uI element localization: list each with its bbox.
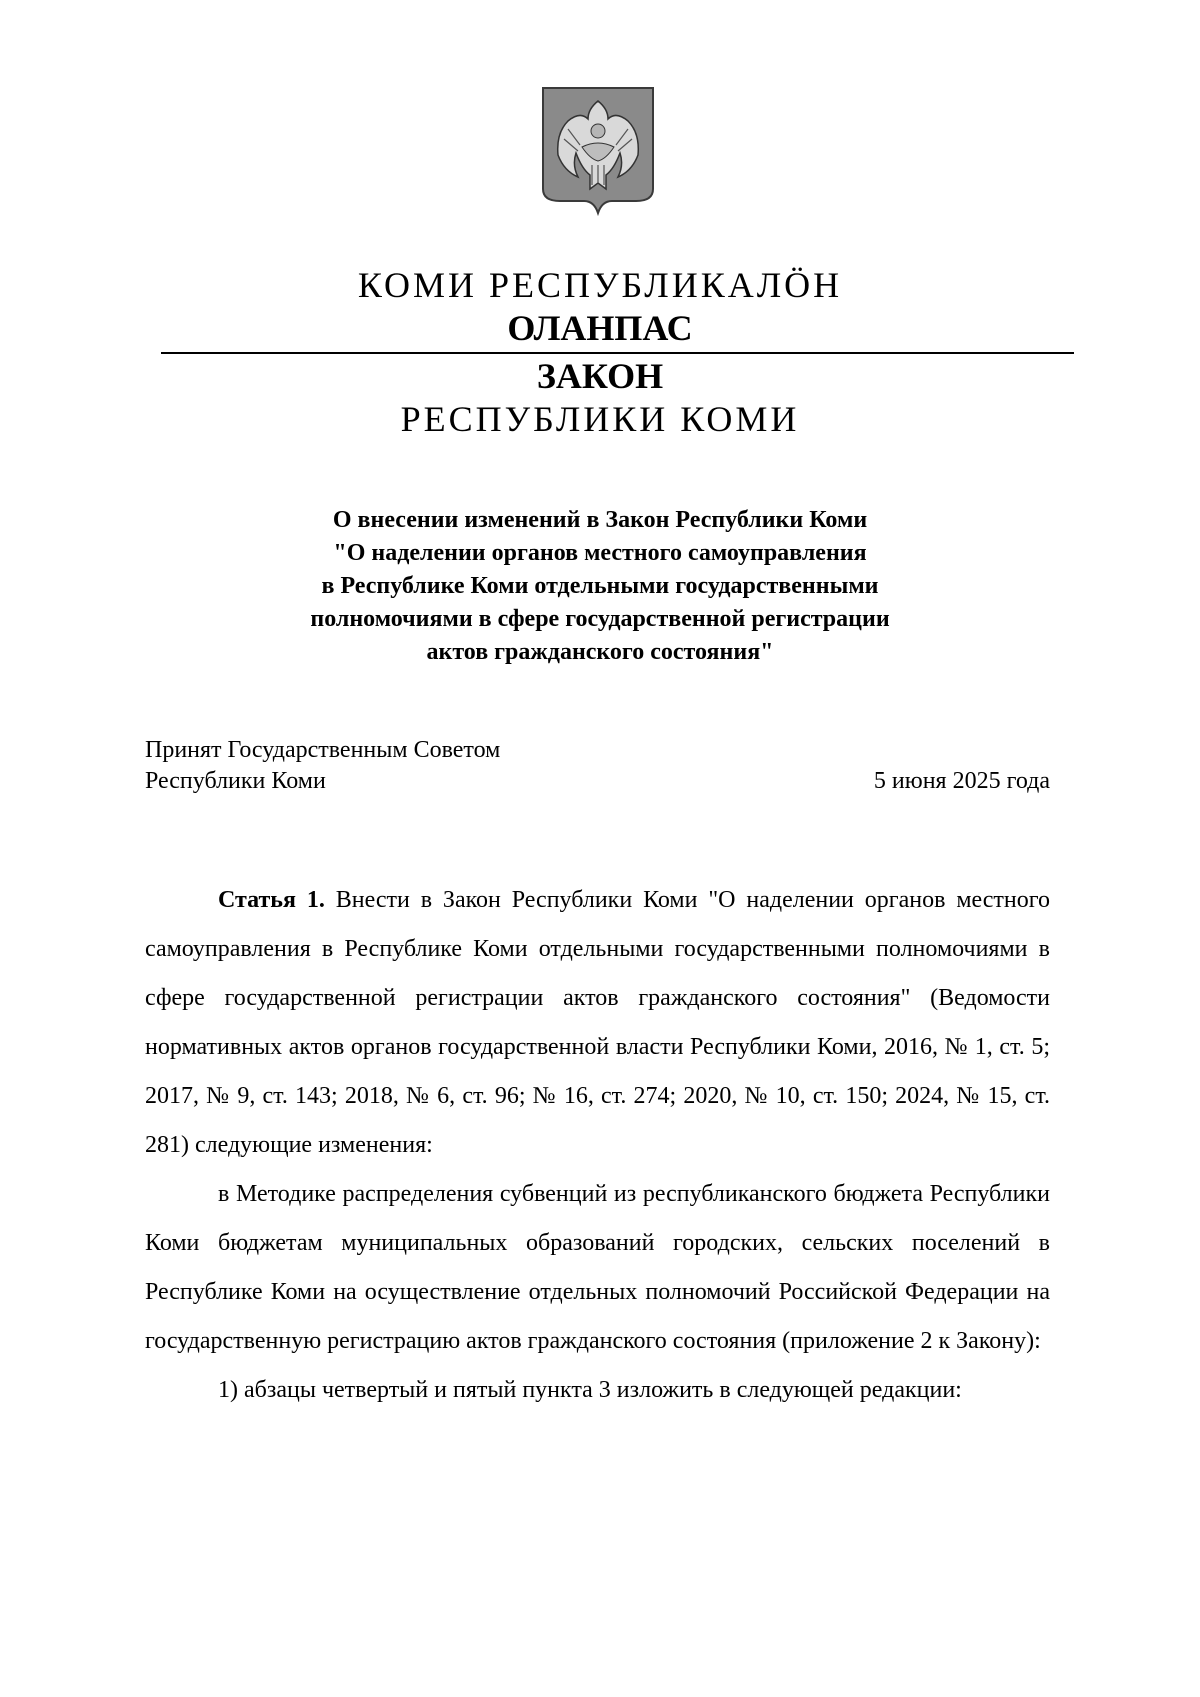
article-1-paragraph xyxy=(145,876,1050,1170)
law-title-line: полномочиями в сфере государственной регистрации xyxy=(310,606,890,632)
law-title-line: "О наделении органов местного самоуправления xyxy=(333,540,867,566)
article-1-text: Внести в Закон Республики Коми "О наделении органов местного самоуправления в Республике Коми отдельными государственными полномочиями в сфере государственной регистрации актов гражданского состояния" (Ведомости нормативных актов органов государственной власти Республики Коми, 2016, № 1, ст. 5; 2017, № 9, ст. 143; 2018, № 6, ст. 96; № 16, ст. 274; 2020, № 10, ст. 150; 2024, № 15, ст. 281) следующие изменения: xyxy=(145,887,1050,1158)
adoption-statement xyxy=(145,735,500,797)
coat-of-arms-icon xyxy=(540,85,656,225)
adoption-date: 5 июня 2025 года xyxy=(873,768,1050,794)
law-body xyxy=(145,876,1050,1415)
law-title xyxy=(0,504,1200,669)
methodology-paragraph: в Методике распределения субвенций из республиканского бюджета Республики Коми бюджетам муниципальных образований городских, сельских поселений в Республике Коми на осуществление отдельных полномочий Российской Федерации на государственную регистрацию актов гражданского состояния (приложение 2 к Закону): xyxy=(145,1181,1050,1354)
header-olanpas: ОЛАНПАС xyxy=(507,308,693,348)
adoption-line-2: Республики Коми xyxy=(145,768,326,794)
header-komi-republic: КОМИ РЕСПУБЛИКАЛӦН xyxy=(357,265,843,305)
law-title-line: в Республике Коми отдельными государственными xyxy=(321,573,879,599)
law-title-line: актов гражданского состояния" xyxy=(426,639,774,665)
header-zakon: ЗАКОН xyxy=(536,356,664,396)
header-divider xyxy=(161,352,1074,354)
adoption-line-1: Принят Государственным Советом xyxy=(145,737,501,763)
header-respubliki-komi: РЕСПУБЛИКИ КОМИ xyxy=(400,399,800,439)
article-1-label: Статья 1. xyxy=(218,887,325,913)
item-1-paragraph: 1) абзацы четвертый и пятый пункта 3 изложить в следующей редакции: xyxy=(218,1377,962,1403)
law-title-line: О внесении изменений в Закон Республики Коми xyxy=(332,507,868,533)
